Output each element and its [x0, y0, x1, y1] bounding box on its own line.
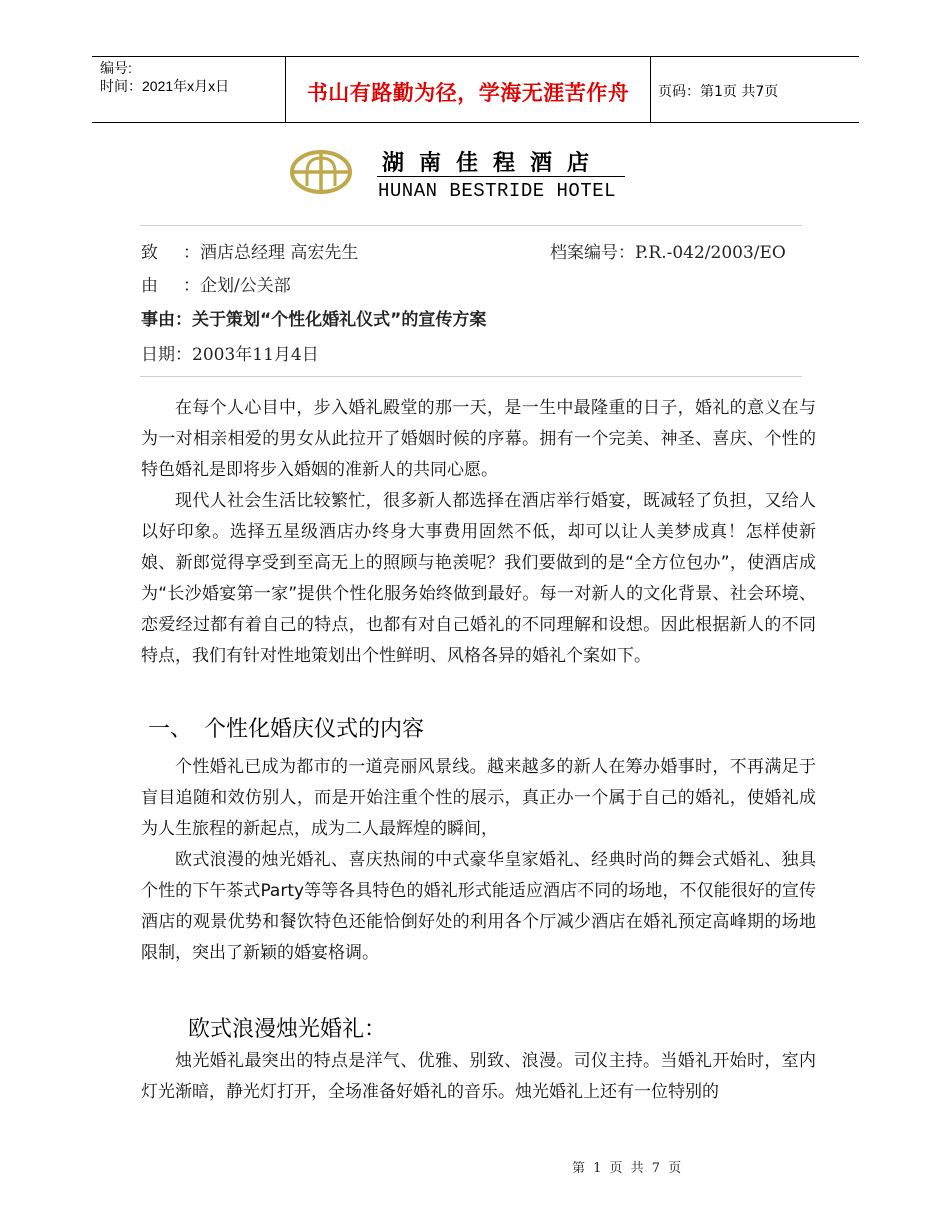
document-header [92, 56, 859, 123]
hotel-name-divider [377, 176, 625, 177]
hotel-name-en: HUNAN BESTRIDE HOTEL [378, 180, 617, 202]
section-1-paragraph-2: 欧式浪漫的烛光婚礼、喜庆热闹的中式豪华皇家婚礼、经典时尚的舞会式婚礼、独具个性的下午茶式Party等等各具特色的婚礼形式能适应酒店不同的场地，不仅能很好的宣传酒店的观景优势和餐饮特色还能恰倒好处的利用各个厅减少酒店在婚礼预定高峰期的场地限制，突出了新颖的婚宴格调。 [141, 850, 816, 963]
section-1-number: 一、 [148, 717, 193, 742]
divider-bottom [140, 376, 802, 377]
header-motto-cell [285, 57, 651, 122]
subject-bold: 策划“个性化婚礼仪式” [226, 310, 402, 330]
hotel-logo-icon [289, 148, 353, 196]
page-footer: 第 1 页 共 7 页 [572, 1161, 684, 1176]
section-2-body [141, 1046, 816, 1108]
section-2-paragraph: 烛光婚礼最突出的特点是洋气、优雅、别致、浪漫。司仪主持。当婚礼开始时，室内灯光渐暗，静光灯打开，全场准备好婚礼的音乐。烛光婚礼上还有一位特别的 [141, 1051, 816, 1102]
memo-subject [141, 305, 486, 330]
header-meta [92, 57, 285, 122]
memo-to [141, 238, 358, 263]
intro-section [141, 393, 816, 672]
intro-paragraph-2: 现代人社会生活比较繁忙，很多新人都选择在酒店举行婚宴，既减轻了负担，又给人以好印象。选择五星级酒店办终身大事费用固然不低，却可以让人美梦成真！怎样使新娘、新郎觉得享受到至高无上的照顾与艳羡呢？我们要做到的是“全方位包办”，使酒店成为“长沙婚宴第一家”提供个性化服务始终做到最好。每一对新人的文化背景、社会环境、恋爱经过都有着自己的特点，也都有对自己婚礼的不同理解和设想。因此根据新人的不同特点，我们有针对性地策划出个性鲜明、风格各异的婚礼个案如下。 [141, 491, 816, 666]
subject-suffix: 的宣传方案 [401, 310, 487, 330]
section-1-heading [148, 712, 424, 743]
hotel-name-cn: 湖南佳程酒店 [382, 151, 605, 176]
to-label: 致 [141, 243, 158, 263]
from-value: ：企划/公关部 [183, 276, 291, 296]
page-info: 页码：第1页 共7页 [658, 84, 779, 100]
from-label: 由 [141, 276, 158, 296]
to-value: ：酒店总经理 高宏先生 [183, 243, 359, 263]
time-label: 时间：2021年x月x日 [100, 78, 230, 94]
intro-paragraph-1: 在每个人心目中，步入婚礼殿堂的那一天，是一生中最隆重的日子，婚礼的意义在与为一对相亲相爱的男女从此拉开了婚姻时候的序幕。拥有一个完美、神圣、喜庆、个性的特色婚礼是即将步入婚姻的准新人的共同心愿。 [141, 398, 816, 480]
number-label: 编号: [100, 60, 132, 76]
motto-text: 书山有路勤为径，学海无涯苦作舟 [306, 81, 630, 105]
section-2-heading: 欧式浪漫烛光婚礼： [188, 1017, 387, 1042]
file-number: 档案编号：P.R.-042/2003/EO [550, 243, 786, 263]
section-1-title: 个性化婚庆仪式的内容 [204, 717, 425, 742]
subject-prefix: 事由：关于 [141, 310, 226, 330]
section-1-body [141, 752, 816, 969]
memo-from [141, 271, 291, 296]
divider-top [140, 225, 802, 226]
memo-date: 日期：2003年11月4日 [141, 345, 319, 365]
section-1-paragraph-1: 个性婚礼已成为都市的一道亮丽风景线。越来越多的新人在筹办婚事时，不再满足于盲目追随和效仿别人，而是开始注重个性的展示，真正办一个属于自己的婚礼，使婚礼成为人生旅程的新起点，成为二人最辉煌的瞬间， [141, 757, 816, 839]
